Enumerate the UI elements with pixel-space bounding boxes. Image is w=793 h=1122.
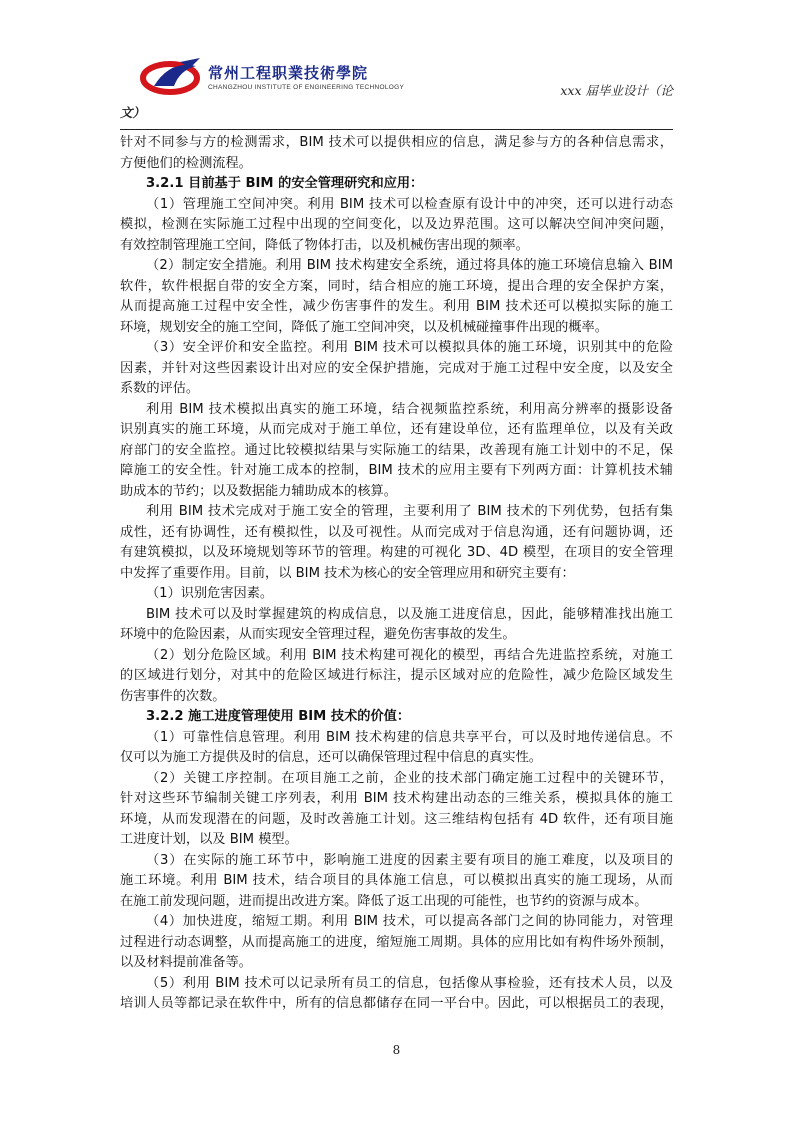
text-line: 环境，规划安全的施工空间，降低了施工空间冲突，以及机械碰撞事件出现的概率。: [120, 319, 608, 335]
text-line: 伤害事件的次数。: [120, 688, 226, 704]
text-line: 有建筑模拟，以及环境规划等环节的管理。构建的可视化 3D、4D 模型，在项目的安全管理: [120, 545, 673, 560]
text-line: 识别真实的施工环境，从而完成对于施工单位，还有建设单位，还有监理单位，以及有关政: [120, 422, 673, 437]
text-line: （1）可靠性信息管理。利用 BIM 技术构建的信息共享平台，可以及时地传递信息。不: [146, 729, 673, 745]
text-line: 从而提高施工过程中安全性，减少伤害事件的发生。利用 BIM 技术还可以模拟实际的施工: [120, 299, 673, 314]
text-line: 以及材料提前准备等。: [120, 955, 252, 970]
text-line: （3）安全评价和安全监控。利用 BIM 技术可以模拟具体的施工环境，识别其中的危险: [146, 340, 673, 355]
text-line: BIM 技术可以及时掌握建筑的构成信息，以及施工进度信息，因此，能够精准找出施工: [146, 606, 673, 622]
text-line: 软件，软件根据自带的安全方案，同时，结合相应的施工环境，提出合理的安全保护方案，: [120, 278, 673, 294]
text-line: 培训人员等都记录在软件中，所有的信息都储存在同一平台中。因此，可以根据员工的表现，: [120, 996, 673, 1011]
text-line: （1）管理施工空间冲突。利用 BIM 技术可以检查原有设计中的冲突，还可以进行动态: [146, 196, 673, 212]
page-header: [120, 50, 673, 132]
text-line: （4）加快进度，缩短工期。利用 BIM 技术，可以提高各部门之间的协同能力，对管理: [146, 914, 673, 929]
text-line: 仅可以为施工方提供及时的信息，还可以确保管理过程中信息的真实性。: [120, 750, 542, 765]
school-name-en: CHANGZHOU INSTITUTE OF ENGINEERING TECHNOLOGY: [208, 84, 405, 91]
text-line: 针对这些环节编制关键工序列表，利用 BIM 技术构建出动态的三维关系，模拟具体的施工: [120, 791, 673, 806]
text-line: 施工环境。利用 BIM 技术，结合项目的具体施工信息，可以模拟出真实的施工现场，从而: [120, 873, 673, 888]
text-line: （2）划分危险区域。利用 BIM 技术构建可视化的模型，再结合先进监控系统，对施工: [146, 647, 673, 663]
text-line: 利用 BIM 技术完成对于施工安全的管理，主要利用了 BIM 技术的下列优势，包括有集: [146, 504, 673, 519]
text-line: 工进度计划，以及 BIM 模型。: [120, 832, 298, 847]
text-line: 环境，从而发现潜在的问题，及时改善施工计划。这三维结构包括有 4D 软件，还有项目施: [120, 811, 673, 827]
text-line: 障施工的安全性。针对施工成本的控制，BIM 技术的应用主要有下列两方面：计算机技术辅: [120, 463, 673, 478]
text-line: （1）识别危害因素。: [146, 586, 274, 601]
text-line: 在施工前发现问题，进而提出改进方案。降低了返工出现的可能性，也节约的资源与成本。: [120, 893, 648, 909]
school-emblem-icon: [140, 56, 206, 100]
body-text: [120, 133, 673, 1015]
section-heading: 3.2.2 施工进度管理使用 BIM 技术的价值：: [146, 709, 411, 724]
text-line: 模拟，检测在实际施工过程中出现的空间变化，以及边界范围。这可以解决空间冲突问题，: [120, 217, 673, 232]
text-line: 利用 BIM 技术模拟出真实的施工环境，结合视频监控系统，利用高分辨率的摄影设备: [146, 401, 673, 417]
text-line: 有效控制管理施工空间，降低了物体打击，以及机械伤害出现的频率。: [120, 237, 529, 253]
text-line: （2）关键工序控制。在项目施工之前，企业的技术部门确定施工过程中的关键环节，: [146, 770, 673, 786]
text-line: 成性，还有协调性，还有模拟性，以及可视性。从而完成对于信息沟通，还有问题协调，还: [120, 524, 673, 540]
header-divider: [120, 129, 673, 130]
text-line: 的区域进行划分，对其中的危险区域进行标注，提示区域对应的危险性，减少危险区域发生: [120, 668, 673, 683]
page-number: 8: [392, 1043, 401, 1057]
school-name-cn: 常州工程职業技術學院: [208, 64, 369, 82]
text-line: 系数的评估。: [120, 381, 200, 396]
text-line: 因素，并针对这些因素设计出对应的安全保护措施，完成对于施工过程中安全度，以及安全: [120, 360, 673, 376]
text-line: （5）利用 BIM 技术可以记录所有员工的信息，包括像从事检验，还有技术人员，以及: [146, 975, 673, 991]
text-line: 针对不同参与方的检测需求，BIM 技术可以提供相应的信息，满足参与方的各种信息需求，: [120, 135, 673, 150]
text-line: 中发挥了重要作用。目前，以 BIM 技术为核心的安全管理应用和研究主要有：: [120, 565, 575, 581]
section-heading: 3.2.1 目前基于 BIM 的安全管理研究和应用：: [146, 176, 424, 191]
thesis-label-wrap: 文）: [120, 105, 146, 120]
text-line: 环境中的危险因素，从而实现安全管理过程，避免伤害事故的发生。: [120, 627, 516, 642]
text-line: （3）在实际的施工环节中，影响施工进度的因素主要有项目的施工难度，以及项目的: [146, 852, 673, 868]
text-line: 过程进行动态调整，从而提高施工的进度，缩短施工周期。具体的应用比如有构件场外预制，: [120, 934, 673, 950]
text-line: 助成本的节约；以及数据能力辅助成本的核算。: [120, 483, 397, 499]
text-line: （2）制定安全措施。利用 BIM 技术构建安全系统，通过将具体的施工环境信息输入 BIM: [146, 258, 673, 273]
text-line: 方便他们的检测流程。: [120, 155, 252, 171]
thesis-label: xxx 届毕业设计（论: [560, 83, 673, 98]
school-logo: [140, 56, 440, 106]
text-line: 府部门的安全监控。通过比较模拟结果与实际施工的结果，改善现有施工计划中的不足，保: [120, 442, 673, 458]
